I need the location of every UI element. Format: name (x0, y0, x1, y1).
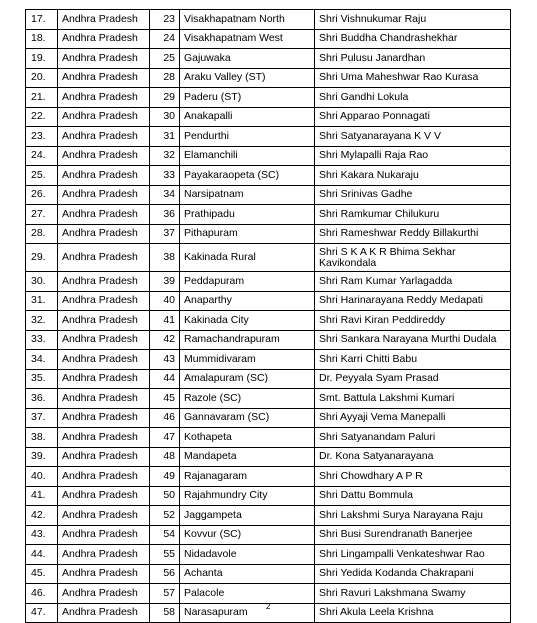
table-row (26, 369, 511, 389)
table-row (26, 311, 511, 331)
constituency-number-cell: 43 (150, 350, 180, 370)
candidate-name-cell: Shri Uma Maheshwar Rao Kurasa (315, 68, 511, 88)
candidate-name-cell: Shri Sankara Narayana Murthi Dudala (315, 330, 511, 350)
constituency-number-cell: 29 (150, 88, 180, 108)
serial-number-cell: 19. (26, 49, 58, 69)
candidate-name-cell: Shri Pulusu Janardhan (315, 49, 511, 69)
table-row (26, 224, 511, 244)
serial-number-cell: 27. (26, 205, 58, 225)
constituency-number-cell: 54 (150, 525, 180, 545)
table-row (26, 244, 511, 272)
constituency-name-cell: Razole (SC) (180, 389, 315, 409)
serial-number-cell: 45. (26, 564, 58, 584)
candidate-name-cell: Shri Srinivas Gadhe (315, 185, 511, 205)
table-row (26, 330, 511, 350)
table-row (26, 88, 511, 108)
state-cell: Andhra Pradesh (58, 369, 150, 389)
state-cell: Andhra Pradesh (58, 564, 150, 584)
state-cell: Andhra Pradesh (58, 603, 150, 623)
candidate-name-cell: Dr. Peyyala Syam Prasad (315, 369, 511, 389)
constituency-name-cell: Kothapeta (180, 428, 315, 448)
candidate-name-cell: Shri Busi Surendranath Banerjee (315, 525, 511, 545)
serial-number-cell: 33. (26, 330, 58, 350)
constituency-name-cell: Mummidivaram (180, 350, 315, 370)
serial-number-cell: 23. (26, 127, 58, 147)
constituency-number-cell: 48 (150, 447, 180, 467)
state-cell: Andhra Pradesh (58, 486, 150, 506)
candidate-name-cell: Shri Kakara Nukaraju (315, 166, 511, 186)
serial-number-cell: 37. (26, 408, 58, 428)
candidate-name-cell: Shri Apparao Ponnagati (315, 107, 511, 127)
candidate-name-cell: Shri Ravi Kiran Peddireddy (315, 311, 511, 331)
constituency-number-cell: 56 (150, 564, 180, 584)
constituency-name-cell: Nidadavole (180, 545, 315, 565)
constituency-number-cell: 39 (150, 272, 180, 292)
state-cell: Andhra Pradesh (58, 205, 150, 225)
candidate-name-cell: Smt. Battula Lakshmi Kumari (315, 389, 511, 409)
candidate-name-cell: Dr. Kona Satyanarayana (315, 447, 511, 467)
constituency-name-cell: Rajahmundry City (180, 486, 315, 506)
candidate-name-cell: Shri Satyanarayana K V V (315, 127, 511, 147)
constituency-number-cell: 46 (150, 408, 180, 428)
candidate-name-cell: Shri Ravuri Lakshmana Swamy (315, 584, 511, 604)
constituency-name-cell: Elamanchili (180, 146, 315, 166)
state-cell: Andhra Pradesh (58, 272, 150, 292)
state-cell: Andhra Pradesh (58, 88, 150, 108)
candidate-name-cell: Shri Vishnukumar Raju (315, 10, 511, 30)
candidate-name-cell: Shri Lingampalli Venkateshwar Rao (315, 545, 511, 565)
constituency-name-cell: Peddapuram (180, 272, 315, 292)
constituency-name-cell: Kakinada Rural (180, 244, 315, 272)
constituency-number-cell: 55 (150, 545, 180, 565)
serial-number-cell: 35. (26, 369, 58, 389)
constituency-name-cell: Gajuwaka (180, 49, 315, 69)
constituency-number-cell: 36 (150, 205, 180, 225)
state-cell: Andhra Pradesh (58, 545, 150, 565)
table-body (26, 10, 511, 623)
table-row (26, 467, 511, 487)
constituency-name-cell: Achanta (180, 564, 315, 584)
table-row (26, 389, 511, 409)
candidate-name-cell: Shri Dattu Bommula (315, 486, 511, 506)
state-cell: Andhra Pradesh (58, 350, 150, 370)
constituency-number-cell: 34 (150, 185, 180, 205)
candidate-name-cell: Shri Chowdhary A P R (315, 467, 511, 487)
table-row (26, 146, 511, 166)
state-cell: Andhra Pradesh (58, 185, 150, 205)
table-row (26, 408, 511, 428)
table-row (26, 506, 511, 526)
state-cell: Andhra Pradesh (58, 291, 150, 311)
state-cell: Andhra Pradesh (58, 408, 150, 428)
state-cell: Andhra Pradesh (58, 311, 150, 331)
page-number: 2 (266, 602, 271, 611)
state-cell: Andhra Pradesh (58, 428, 150, 448)
state-cell: Andhra Pradesh (58, 584, 150, 604)
candidate-name-cell: Shri Buddha Chandrashekhar (315, 29, 511, 49)
table-row (26, 350, 511, 370)
state-cell: Andhra Pradesh (58, 166, 150, 186)
table-row (26, 127, 511, 147)
constituency-name-cell: Rajanagaram (180, 467, 315, 487)
table-row (26, 10, 511, 30)
constituency-number-cell: 37 (150, 224, 180, 244)
constituency-number-cell: 42 (150, 330, 180, 350)
constituency-number-cell: 30 (150, 107, 180, 127)
serial-number-cell: 42. (26, 506, 58, 526)
candidate-name-cell: Shri Mylapalli Raja Rao (315, 146, 511, 166)
state-cell: Andhra Pradesh (58, 68, 150, 88)
serial-number-cell: 44. (26, 545, 58, 565)
state-cell: Andhra Pradesh (58, 506, 150, 526)
table-row (26, 564, 511, 584)
table-row (26, 486, 511, 506)
table-row (26, 272, 511, 292)
constituency-name-cell: Pithapuram (180, 224, 315, 244)
constituency-name-cell: Visakhapatnam North (180, 10, 315, 30)
constituency-number-cell: 23 (150, 10, 180, 30)
constituency-number-cell: 52 (150, 506, 180, 526)
state-cell: Andhra Pradesh (58, 467, 150, 487)
candidate-name-cell: Shri Harinarayana Reddy Medapati (315, 291, 511, 311)
candidate-name-cell: Shri Rameshwar Reddy Billakurthi (315, 224, 511, 244)
constituency-number-cell: 38 (150, 244, 180, 272)
constituency-name-cell: Amalapuram (SC) (180, 369, 315, 389)
candidates-table (25, 9, 511, 623)
serial-number-cell: 28. (26, 224, 58, 244)
constituency-name-cell: Gannavaram (SC) (180, 408, 315, 428)
state-cell: Andhra Pradesh (58, 447, 150, 467)
serial-number-cell: 21. (26, 88, 58, 108)
state-cell: Andhra Pradesh (58, 244, 150, 272)
serial-number-cell: 17. (26, 10, 58, 30)
constituency-name-cell: Pendurthi (180, 127, 315, 147)
candidate-name-cell: Shri Lakshmi Surya Narayana Raju (315, 506, 511, 526)
state-cell: Andhra Pradesh (58, 389, 150, 409)
constituency-number-cell: 45 (150, 389, 180, 409)
serial-number-cell: 41. (26, 486, 58, 506)
constituency-number-cell: 57 (150, 584, 180, 604)
table-row (26, 428, 511, 448)
table-row (26, 185, 511, 205)
serial-number-cell: 47. (26, 603, 58, 623)
constituency-number-cell: 28 (150, 68, 180, 88)
candidate-name-cell: Shri S K A K R Bhima Sekhar Kavikondala (315, 244, 511, 272)
state-cell: Andhra Pradesh (58, 10, 150, 30)
state-cell: Andhra Pradesh (58, 107, 150, 127)
constituency-name-cell: Narasapuram (180, 603, 315, 623)
state-cell: Andhra Pradesh (58, 224, 150, 244)
constituency-number-cell: 58 (150, 603, 180, 623)
candidate-name-cell: Shri Ramkumar Chilukuru (315, 205, 511, 225)
candidate-name-cell: Shri Gandhi Lokula (315, 88, 511, 108)
table-row (26, 447, 511, 467)
constituency-name-cell: Palacole (180, 584, 315, 604)
serial-number-cell: 46. (26, 584, 58, 604)
table-row (26, 291, 511, 311)
constituency-number-cell: 25 (150, 49, 180, 69)
serial-number-cell: 38. (26, 428, 58, 448)
constituency-name-cell: Kovvur (SC) (180, 525, 315, 545)
candidate-name-cell: Shri Akula Leela Krishna (315, 603, 511, 623)
constituency-name-cell: Anaparthy (180, 291, 315, 311)
serial-number-cell: 18. (26, 29, 58, 49)
state-cell: Andhra Pradesh (58, 49, 150, 69)
candidate-name-cell: Shri Satyanandam Paluri (315, 428, 511, 448)
constituency-number-cell: 49 (150, 467, 180, 487)
constituency-name-cell: Kakinada City (180, 311, 315, 331)
table-row (26, 205, 511, 225)
constituency-name-cell: Visakhapatnam West (180, 29, 315, 49)
constituency-number-cell: 47 (150, 428, 180, 448)
constituency-name-cell: Narsipatnam (180, 185, 315, 205)
constituency-name-cell: Ramachandrapuram (180, 330, 315, 350)
table-row (26, 68, 511, 88)
serial-number-cell: 25. (26, 166, 58, 186)
table-row (26, 525, 511, 545)
table-row (26, 49, 511, 69)
constituency-name-cell: Payakaraopeta (SC) (180, 166, 315, 186)
constituency-number-cell: 40 (150, 291, 180, 311)
constituency-name-cell: Prathipadu (180, 205, 315, 225)
serial-number-cell: 32. (26, 311, 58, 331)
candidate-name-cell: Shri Yedida Kodanda Chakrapani (315, 564, 511, 584)
serial-number-cell: 36. (26, 389, 58, 409)
constituency-number-cell: 44 (150, 369, 180, 389)
constituency-name-cell: Paderu (ST) (180, 88, 315, 108)
constituency-number-cell: 31 (150, 127, 180, 147)
serial-number-cell: 20. (26, 68, 58, 88)
serial-number-cell: 29. (26, 244, 58, 272)
serial-number-cell: 26. (26, 185, 58, 205)
constituency-name-cell: Mandapeta (180, 447, 315, 467)
table-row (26, 107, 511, 127)
serial-number-cell: 24. (26, 146, 58, 166)
candidate-name-cell: Shri Ayyaji Vema Manepalli (315, 408, 511, 428)
serial-number-cell: 39. (26, 447, 58, 467)
serial-number-cell: 43. (26, 525, 58, 545)
serial-number-cell: 34. (26, 350, 58, 370)
constituency-number-cell: 32 (150, 146, 180, 166)
table-row (26, 584, 511, 604)
constituency-number-cell: 24 (150, 29, 180, 49)
serial-number-cell: 30. (26, 272, 58, 292)
constituency-number-cell: 41 (150, 311, 180, 331)
constituency-name-cell: Araku Valley (ST) (180, 68, 315, 88)
state-cell: Andhra Pradesh (58, 330, 150, 350)
constituency-number-cell: 50 (150, 486, 180, 506)
candidate-name-cell: Shri Ram Kumar Yarlagadda (315, 272, 511, 292)
state-cell: Andhra Pradesh (58, 146, 150, 166)
state-cell: Andhra Pradesh (58, 525, 150, 545)
table-row (26, 545, 511, 565)
table-row (26, 166, 511, 186)
serial-number-cell: 31. (26, 291, 58, 311)
table-row (26, 29, 511, 49)
constituency-name-cell: Jaggampeta (180, 506, 315, 526)
constituency-name-cell: Anakapalli (180, 107, 315, 127)
serial-number-cell: 22. (26, 107, 58, 127)
serial-number-cell: 40. (26, 467, 58, 487)
state-cell: Andhra Pradesh (58, 127, 150, 147)
candidate-name-cell: Shri Karri Chitti Babu (315, 350, 511, 370)
state-cell: Andhra Pradesh (58, 29, 150, 49)
constituency-number-cell: 33 (150, 166, 180, 186)
